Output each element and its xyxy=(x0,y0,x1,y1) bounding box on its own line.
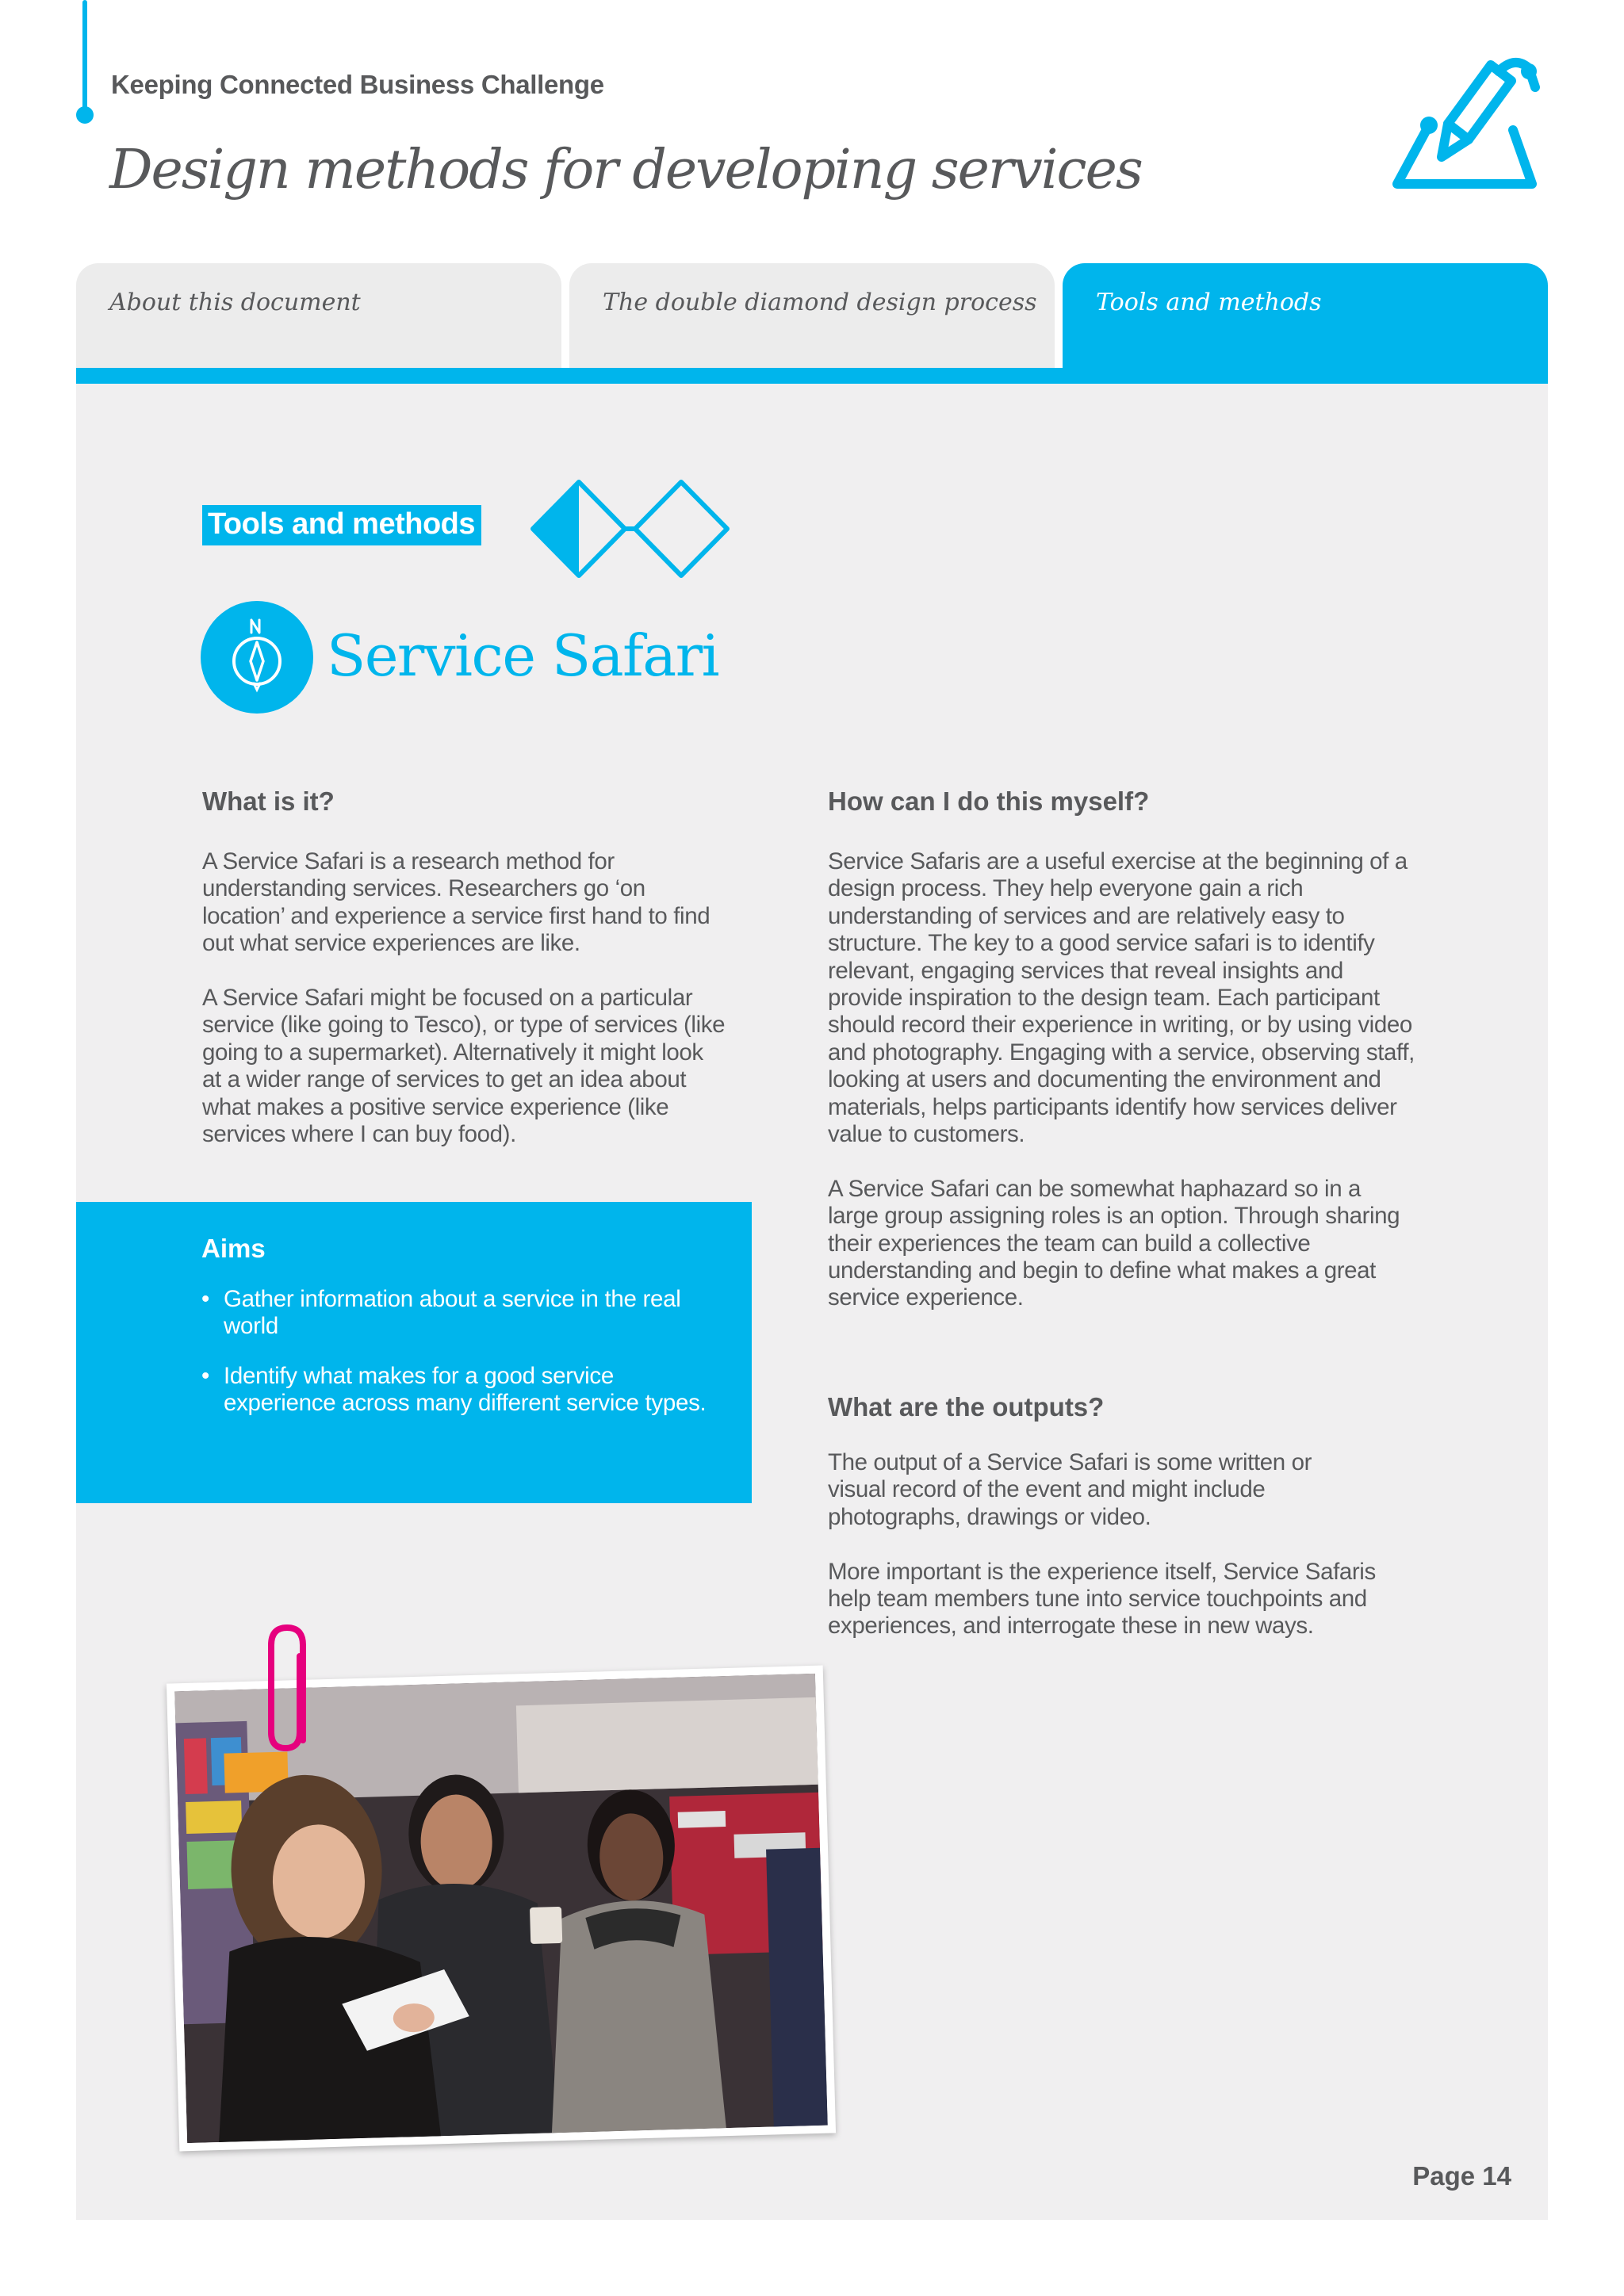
double-diamond-icon xyxy=(523,479,747,579)
paragraph: The output of a Service Safari is some written or visual record of the event and might include photographs, drawings or video. xyxy=(828,1449,1312,1530)
how-to-text xyxy=(828,848,1415,1312)
outputs-heading: What are the outputs? xyxy=(828,1392,1105,1422)
page-title: Design methods for developing services xyxy=(109,139,1142,201)
how-to-heading: How can I do this myself? xyxy=(828,786,1150,816)
page-number: Page 14 xyxy=(1412,2161,1511,2191)
list-item: • Gather information about a service in the real world xyxy=(201,1286,709,1341)
pen-on-paper-icon xyxy=(1380,48,1546,198)
paperclip-icon xyxy=(262,1621,325,1756)
org-title: Keeping Connected Business Challenge xyxy=(111,70,604,99)
tab-double-diamond-design-process[interactable]: The double diamond design process xyxy=(569,263,1055,368)
method-title: Service Safari xyxy=(327,622,719,689)
list-item: • Identify what makes for a good service experience across many different service types. xyxy=(201,1363,709,1418)
aims-list xyxy=(201,1286,709,1440)
tab-about-this-document[interactable]: About this document xyxy=(76,263,561,368)
aims-heading: Aims xyxy=(201,1234,266,1263)
accent-line xyxy=(82,0,87,111)
accent-dot xyxy=(76,106,94,124)
compass-icon xyxy=(201,601,313,714)
what-is-it-heading: What is it? xyxy=(202,786,335,816)
paragraph: A Service Safari can be somewhat haphazard so in a large group assigning roles is an option. Through sharing their experiences the team can build a collective understanding and begin to define what makes a great service experience. xyxy=(828,1175,1400,1311)
paragraph: A Service Safari is a research method for understanding services. Researchers go ‘on location’ and experience a service first hand to find out what service experiences are like. xyxy=(202,848,710,957)
paragraph: More important is the experience itself, Service Safaris help team members tune into service touchpoints and experiences, and interrogate these in new ways. xyxy=(828,1558,1376,1640)
tab-tools-and-methods[interactable]: Tools and methods xyxy=(1063,263,1548,382)
outputs-text xyxy=(828,1449,1376,1640)
paragraph: Service Safaris are a useful exercise at the beginning of a design process. They help everyone gain a rich understanding of services and are relatively easy to structure. The key to a good service safari is to identify relevant, engaging services that reveal insights and provide inspiration to the design team. Each participant should record their experience in writing, or by using video and photography. Engaging with a service, observing staff, looking at users and documenting the environment and materials, helps participants identify how services deliver value to customers. xyxy=(828,848,1415,1148)
what-is-it-text xyxy=(202,848,726,1148)
section-label: Tools and methods xyxy=(202,505,481,545)
paragraph: A Service Safari might be focused on a particular service (like going to Tesco), or type of services (like going to a supermarket). Alternatively it might look at a wider range of services to get an idea about what makes a positive service experience (like services where I can buy food). xyxy=(202,985,726,1148)
